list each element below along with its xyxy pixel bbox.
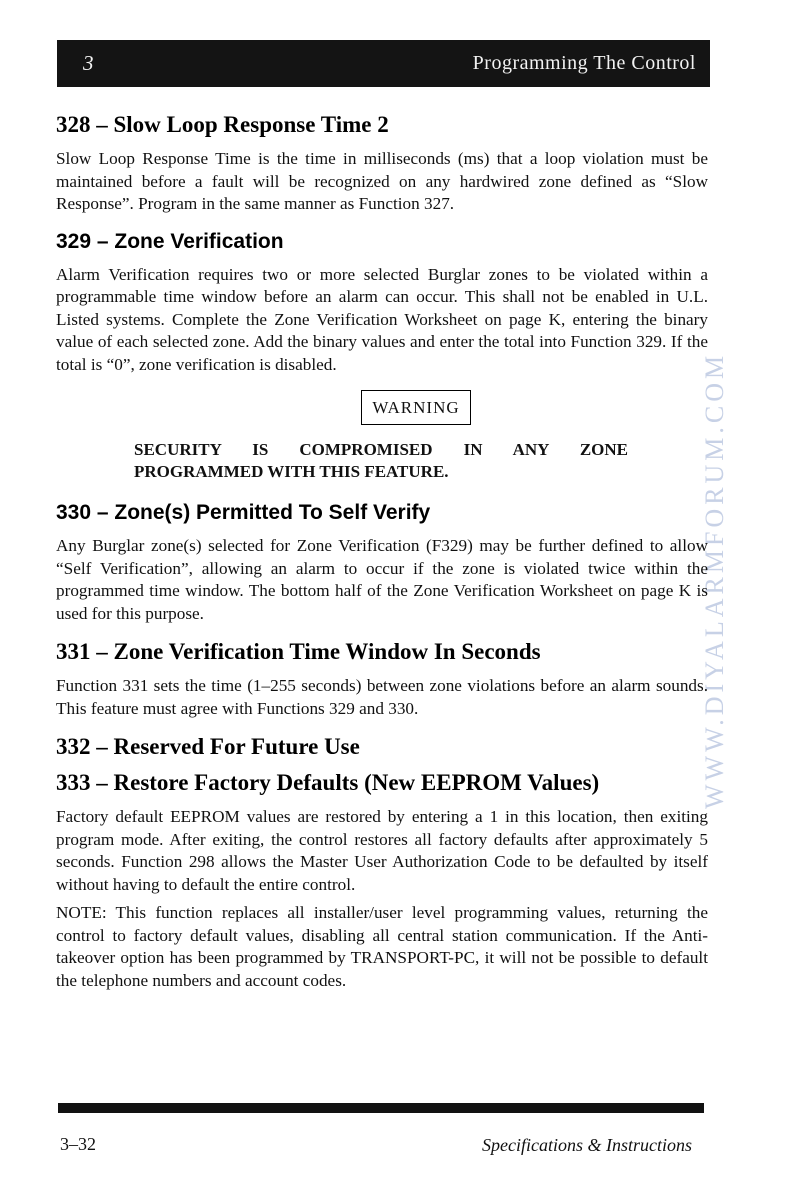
warning-label-wrap bbox=[56, 390, 708, 425]
section-heading-332: 332 – Reserved For Future Use bbox=[56, 734, 360, 759]
watermark: WWW.DIYALARMFORUM.COM bbox=[700, 351, 729, 809]
warning-text bbox=[134, 439, 628, 483]
section-331-paragraph: Function 331 sets the time (1–255 seconds) between zone violations before an alarm sounds. This feature must agree with Functions 329 and 330. bbox=[56, 676, 708, 718]
warning-text-line-2: PROGRAMMED WITH THIS FEATURE. bbox=[134, 462, 449, 481]
section-330-paragraph: Any Burglar zone(s) selected for Zone Verification (F329) may be further defined to allow “Self Verification”, allowing an alarm to occur if the zone is violated twice within the programmed time window. The bottom half of the Zone Verification Worksheet on page K is used for this purpose. bbox=[56, 536, 708, 623]
section-328-paragraph: Slow Loop Response Time is the time in milliseconds (ms) that a loop violation must be maintained before a fault will be recognized on any hardwired zone defined as “Slow Response”. Program in the same manner as Function 327. bbox=[56, 149, 708, 213]
chapter-title: Programming The Control bbox=[472, 52, 696, 74]
section-333-note-paragraph: NOTE: This function replaces all installer/user level programming values, returning the control to factory default values, disabling all central station communication. If the Anti-takeover option has been programmed by TRANSPORT-PC, it will not be possible to default the telephone numbers and account codes. bbox=[56, 903, 708, 990]
page-number: 3–32 bbox=[60, 1134, 96, 1154]
section-heading-333: 333 – Restore Factory Defaults (New EEPROM Values) bbox=[56, 770, 600, 795]
section-333-paragraph-1: Factory default EEPROM values are restored by entering a 1 in this location, then exiting program mode. After exiting, the control restores all factory defaults after approximately 5 seconds. Function 298 allows the Master User Authorization Code to be defaulted by itself without having to default the entire control. bbox=[56, 807, 708, 894]
section-heading-331: 331 – Zone Verification Time Window In Seconds bbox=[56, 639, 541, 664]
section-329-paragraph: Alarm Verification requires two or more selected Burglar zones to be violated within a programmable time window before an alarm can occur. This shall not be enabled in U.L. Listed systems. Complete the Zone Verification Worksheet on page K, entering the binary value of each selected zone. Add the binary values and enter the total into Function 329. If the total is “0”, zone verification is disabled. bbox=[56, 264, 708, 374]
section-heading-330: 330 – Zone(s) Permitted To Self Verify bbox=[56, 501, 431, 524]
chapter-number: 3 bbox=[83, 51, 94, 75]
page-content bbox=[56, 112, 708, 1006]
warning-text-line-1: SECURITY IS COMPROMISED IN ANY ZONE bbox=[134, 440, 628, 459]
warning-label: WARNING bbox=[361, 390, 470, 425]
section-heading-329: 329 – Zone Verification bbox=[56, 229, 284, 253]
footer-document-title: Specifications & Instructions bbox=[482, 1135, 692, 1155]
chapter-header-bar bbox=[57, 40, 710, 87]
section-heading-328: 328 – Slow Loop Response Time 2 bbox=[56, 112, 389, 137]
footer-rule bbox=[58, 1103, 704, 1113]
